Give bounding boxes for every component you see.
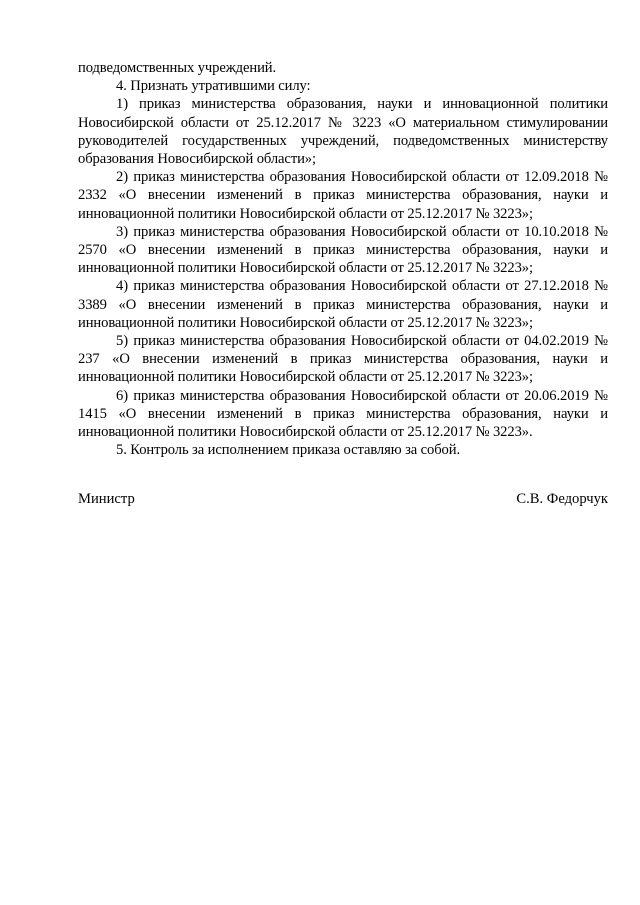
paragraph-item-5: 5. Контроль за исполнением приказа оставляю за собой. — [116, 442, 461, 459]
signatory-title: Министр — [78, 491, 135, 507]
signatory-name: С.В. Федорчук — [516, 491, 608, 507]
paragraph-subitem-6: 6) приказ министерства образования Новосибирской области от 20.06.2019 № 1415 «О внесении изменений в приказ министерства образования, науки и инновационной политики Новосибирской области от 25.12.2017 № 3223». — [78, 387, 608, 441]
paragraph-subitem-2: 2) приказ министерства образования Новосибирской области от 12.09.2018 № 2332 «О внесении изменений в приказ министерства образования, науки и инновационной политики Новосибирской области от 25.12.2017 № 3223»; — [78, 169, 608, 222]
paragraph-subitem-3: 3) приказ министерства образования Новосибирской области от 10.10.2018 № 2570 «О внесении изменений в приказ министерства образования, науки и инновационной политики Новосибирской области от 25.12.2017 № 3223»; — [78, 223, 608, 277]
signature-block — [78, 490, 608, 510]
paragraph-item-4: 4. Признать утратившими силу: — [116, 78, 311, 95]
paragraph-continuation: подведомственных учреждений. — [78, 60, 277, 76]
document-body — [78, 59, 608, 459]
paragraph-subitem-5: 5) приказ министерства образования Новосибирской области от 04.02.2019 № 237 «О внесении изменений в приказ министерства образования, науки и инновационной политики Новосибирской области от 25.12.2017 № 3223»; — [78, 333, 608, 386]
paragraph-subitem-1: 1) приказ министерства образования, науки и инновационной политики Новосибирской области от 25.12.2017 № 3223 «О материальном стимулировании руководителей государственных учреждений, подведомственных министерству образования Новосибирской области»; — [78, 96, 608, 168]
paragraph-subitem-4: 4) приказ министерства образования Новосибирской области от 27.12.2018 № 3389 «О внесении изменений в приказ министерства образования, науки и инновационной политики Новосибирской области от 25.12.2017 № 3223»; — [78, 278, 608, 331]
